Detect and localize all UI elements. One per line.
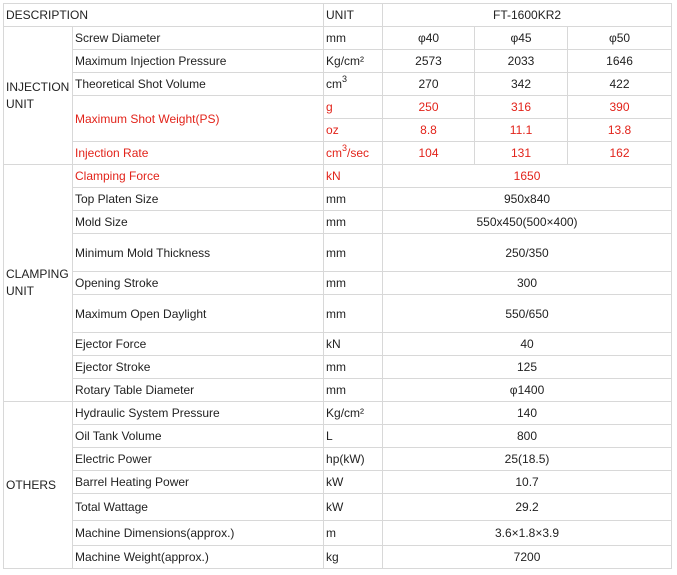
table-row [4,211,672,234]
table-row [4,234,672,272]
param-unit: mm [324,272,383,295]
table-row [4,272,672,295]
param-unit: mm [324,234,383,272]
table-row [4,379,672,402]
param-value: 29.2 [383,494,672,521]
table-row [4,521,672,546]
param-value: 40 [383,333,672,356]
table-row [4,165,672,188]
param-name: Rotary Table Diameter [73,379,324,402]
param-value: φ45 [475,27,568,50]
table-row [4,333,672,356]
param-value: 316 [475,96,568,119]
table-row [4,425,672,448]
param-name: Total Wattage [73,494,324,521]
param-value: φ40 [383,27,475,50]
param-name: Ejector Force [73,333,324,356]
param-value: 10.7 [383,471,672,494]
param-unit: mm [324,27,383,50]
param-unit: mm [324,379,383,402]
param-value: 550/650 [383,295,672,333]
unit-suffix: /sec [347,146,370,160]
param-value: 2573 [383,50,475,73]
param-value: 250/350 [383,234,672,272]
table-row [4,295,672,333]
param-name: Minimum Mold Thickness [73,234,324,272]
param-value: 390 [568,96,672,119]
param-unit [324,73,383,96]
param-name: Oil Tank Volume [73,425,324,448]
param-unit: Kg/cm² [324,50,383,73]
param-name: Screw Diameter [73,27,324,50]
section-others: OTHERS [4,402,73,569]
param-value: 422 [568,73,672,96]
param-name: Hydraulic System Pressure [73,402,324,425]
param-unit: oz [324,119,383,142]
param-name: Maximum Injection Pressure [73,50,324,73]
param-name: Machine Weight(approx.) [73,546,324,569]
table-row [4,546,672,569]
param-value: φ50 [568,27,672,50]
param-unit: kN [324,165,383,188]
param-value: 140 [383,402,672,425]
param-name: Clamping Force [73,165,324,188]
param-unit: mm [324,295,383,333]
param-value: 8.8 [383,119,475,142]
header-row [4,4,672,27]
param-name: Barrel Heating Power [73,471,324,494]
param-unit [324,142,383,165]
section-injection: INJECTION UNIT [4,27,73,165]
param-value: 2033 [475,50,568,73]
param-unit: kg [324,546,383,569]
param-value: 550x450(500×400) [383,211,672,234]
param-name: Maximum Open Daylight [73,295,324,333]
table-row [4,142,672,165]
param-value: 7200 [383,546,672,569]
param-unit: mm [324,211,383,234]
param-name: Theoretical Shot Volume [73,73,324,96]
table-row [4,188,672,211]
param-value: 342 [475,73,568,96]
param-value: 1650 [383,165,672,188]
unit-header: UNIT [324,4,383,27]
param-unit: mm [324,188,383,211]
param-unit: L [324,425,383,448]
param-unit: kN [324,333,383,356]
unit-superscript: 3 [342,74,348,84]
param-value: 250 [383,96,475,119]
table-row [4,50,672,73]
spec-table [3,3,672,569]
param-name: Machine Dimensions(approx.) [73,521,324,546]
table-row [4,73,672,96]
param-name: Ejector Stroke [73,356,324,379]
param-value: 131 [475,142,568,165]
unit-base: cm [326,77,343,91]
param-unit: m [324,521,383,546]
param-value: 1646 [568,50,672,73]
unit-superscript: 3 [342,143,348,153]
param-unit: mm [324,356,383,379]
param-name: Injection Rate [73,142,324,165]
param-value: 162 [568,142,672,165]
param-name: Electric Power [73,448,324,471]
table-row [4,96,672,119]
param-value: φ1400 [383,379,672,402]
description-header: DESCRIPTION [4,4,324,27]
param-name: Opening Stroke [73,272,324,295]
param-unit: kW [324,471,383,494]
param-name: Top Platen Size [73,188,324,211]
param-unit: g [324,96,383,119]
param-name: Mold Size [73,211,324,234]
table-row [4,471,672,494]
table-row [4,27,672,50]
param-name: Maximum Shot Weight(PS) [73,96,324,142]
param-unit: hp(kW) [324,448,383,471]
section-clamping: CLAMPING UNIT [4,165,73,402]
param-value: 125 [383,356,672,379]
model-header: FT-1600KR2 [383,4,672,27]
param-value: 11.1 [475,119,568,142]
param-unit: Kg/cm² [324,402,383,425]
table-row [4,494,672,521]
param-unit: kW [324,494,383,521]
table-row [4,356,672,379]
unit-base: cm [326,146,343,160]
param-value: 13.8 [568,119,672,142]
table-row [4,402,672,425]
param-value: 104 [383,142,475,165]
param-value: 300 [383,272,672,295]
param-value: 3.6×1.8×3.9 [383,521,672,546]
param-value: 270 [383,73,475,96]
param-value: 25(18.5) [383,448,672,471]
table-row [4,448,672,471]
param-value: 800 [383,425,672,448]
param-value: 950x840 [383,188,672,211]
